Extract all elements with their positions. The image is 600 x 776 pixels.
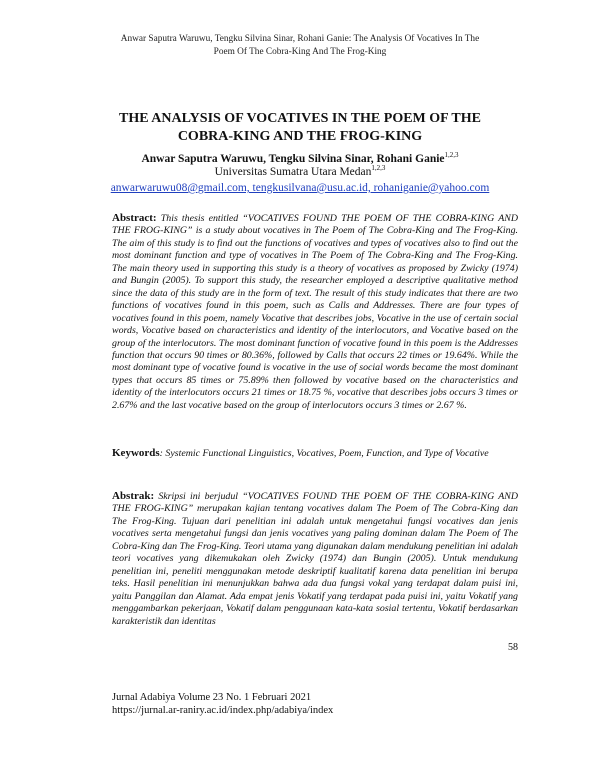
footer-url[interactable]: https://jurnal.ar-raniry.ac.id/index.php/adabiya/index — [112, 704, 334, 716]
abstract-text: This thesis entitled “VOCATIVES FOUND THE POEM OF THE COBRA-KING AND THE FROG-KING” is a study about vocatives in The Poem of The Cobra-King and The Frog-King. The aim of this study is to find out the functions of vocatives and types of vocatives also to find out the most dominant function and type of vocatives in The Poem of The Cobra-King and The Frog-King. The main theory used in supporting this study is a theory of vocatives as proposed by Zwicky (1974) and Bungin (2005). To support this study, the researcher employed a descriptive qualitative method since the data of this study are in the form of text. The result of this study indicates that there are two functions of vocatives found in this poem, such as Calls and Addresses. There are four types of vocatives found in this poem, namely Vocative that describes jobs, Vocative in the use of certain social words, Vocative based on characteristics and identity of the interlocutors, and Vocative based on the group of the interlocutors. The most dominant function of vocative found in this poem is the Addresses function that occurs 90 times or 80.36%, followed by Calls that occurs 22 times or 19.64%. While the most dominant type of vocative found is vocative in the use of social words became the most dominant types that occurs 85 times or 75.89% then followed by vocative based on the characteristics and identity of the interlocutors occurs 21 times or 18.75 %, vocative that describes jobs occurs 3 times or 2.67% and the last vocative based on the group of interlocutors occurs 3 times or 2.67 %. — [112, 213, 518, 411]
footer — [112, 692, 412, 717]
author-superscript: 1,2,3 — [444, 151, 459, 160]
footer-journal: Jurnal Adabiya Volume 23 No. 1 Februari 2021 — [112, 692, 312, 703]
title-line-2: COBRA-KING AND THE FROG-KING — [177, 129, 423, 144]
abstract-indonesian — [112, 490, 518, 628]
abstract-english — [112, 212, 518, 412]
abstrak-label: Abstrak: — [112, 490, 155, 502]
running-head-line-2: Poem Of The Cobra-King And The Frog-King — [213, 46, 387, 57]
affiliation-name: Universitas Sumatra Utara Medan — [214, 166, 372, 178]
keywords-text: : Systemic Functional Linguistics, Vocatives, Poem, Function, and Type of Vocative — [159, 448, 489, 459]
author-names: Anwar Saputra Waruwu, Tengku Silvina Sinar, Rohani Ganie — [141, 153, 445, 165]
running-head-line-1: Anwar Saputra Waruwu, Tengku Silvina Sinar, Rohani Ganie: The Analysis Of Vocatives In The — [120, 34, 480, 44]
author-emails-link[interactable]: anwarwaruwu08@gmail.com, tengkusilvana@usu.ac.id, rohaniganie@yahoo.com — [110, 182, 490, 194]
keywords — [112, 447, 518, 460]
abstract-label: Abstract: — [112, 212, 157, 224]
affiliation-superscript: 1,2,3 — [371, 164, 386, 173]
title-line-1: THE ANALYSIS OF VOCATIVES IN THE POEM OF THE — [119, 111, 481, 126]
page-number: 58 — [508, 642, 518, 653]
authors — [60, 152, 540, 166]
running-head — [70, 33, 530, 58]
paper-title — [110, 110, 490, 146]
affiliation — [60, 165, 540, 179]
abstrak-text: Skripsi ini berjudul “VOCATIVES FOUND THE POEM OF THE COBRA-KING AND THE FROG-KING” merupakan kajian tentang vocatives dalam The Poem of The Cobra-King dan The Frog-King. Tujuan dari penelitian ini adalah untuk mengetahui fungsi vocatives dan jenis vocatives serta mengetahui fungsi dan jenis vocatives yang paling dominan dalam The Poem of The Cobra-King dan The Frog-King. Teori utama yang digunakan dalam mendukung penelitian ini adalah teori vocatives yang dikemukakan oleh Zwicky (1974) dan Bungin (2005). Untuk mendukung penelitian ini, peneliti menggunakan metode deskriptif kualitatif karena data penelitian ini berupa teks. Hasil penelitian ini menunjukkan bahwa ada dua fungsi vokal yang terdapat dalam puisi ini, yaitu Panggilan dan Alamat. Ada empat jenis Vokatif yang terdapat pada puisi ini, yaitu Vokatif yang menggambarkan pekerjaan, Vokatif dalam penggunaan kata-kata sosial tertentu, Vokatif berdasarkan karakteristik dan identitas — [112, 491, 519, 627]
keywords-label: Keywords — [112, 447, 160, 459]
